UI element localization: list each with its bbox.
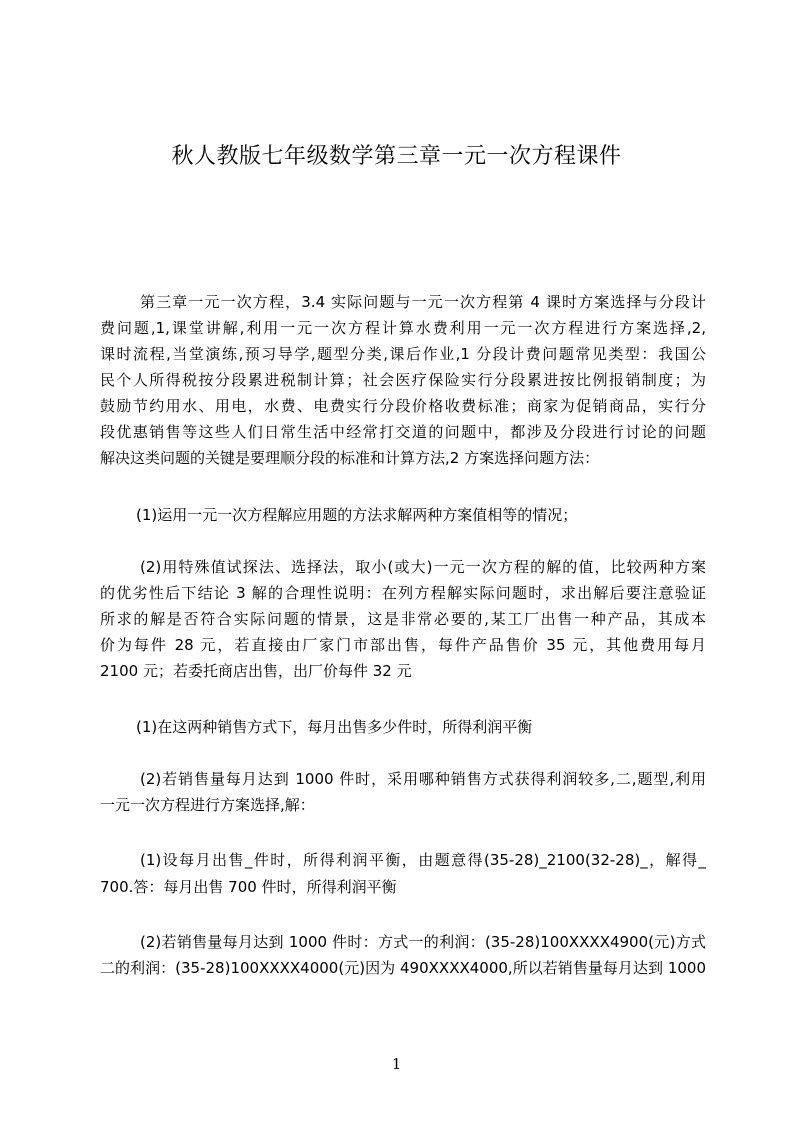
page-number: 1	[391, 1055, 402, 1073]
paragraph-1-line-1: 第三章一元一次方程，3.4 实际问题与一元一次方程第 4 课时方案选择与分段计	[140, 293, 706, 311]
paragraph-1-line-5: 鼓励节约用水、用电，水费、电费实行分段价格收费标准；商家为促销商品，实行分	[100, 397, 706, 415]
paragraph-1-line-7: 解决这类问题的关键是要理顺分段的标准和计算方法,2 方案选择问题方法：	[100, 449, 600, 467]
document-title: 秋人教版七年级数学第三章一元一次方程课件	[171, 144, 622, 169]
paragraph-6-line-1: (1)设每月出售_件时，所得利润平衡，由题意得(35-28)_2100(32-28)_，解得_	[140, 851, 706, 869]
paragraph-1-line-3: 课时流程,当堂演练,预习导学,题型分类,课后作业,1 分段计费问题常见类型：我国公	[100, 345, 706, 363]
paragraph-1-line-4: 民个人所得税按分段累进税制计算；社会医疗保险实行分段累进按比例报销制度；为	[100, 371, 706, 389]
paragraph-7-line-2: 二的利润：(35-28)100XXXX4000(元)因为 490XXXX4000,所以若销售量每月达到 1000	[100, 959, 706, 977]
paragraph-3-line-4: 价为每件 28 元，若直接由厂家门市部出售，每件产品售价 35 元，其他费用每月	[100, 636, 706, 654]
paragraph-3-line-3: 所求的解是否符合实际问题的情景，这是非常必要的,某工厂出售一种产品，其成本	[100, 610, 706, 628]
paragraph-3-line-1: (2)用特殊值试探法、选择法，取小(或大)一元一次方程的解的值，比较两种方案	[140, 558, 706, 576]
paragraph-2-line-1: (1)运用一元一次方程解应用题的方法求解两种方案值相等的情况；	[136, 506, 578, 524]
paragraph-6-line-2: 700.答：每月出售 700 件时，所得利润平衡	[100, 878, 397, 896]
paragraph-3-line-2: 的优劣性后下结论 3 解的合理性说明：在列方程解实际问题时，求出解后要注意验证	[100, 584, 706, 602]
paragraph-1-line-6: 段优惠销售等这些人们日常生活中经常打交道的问题中，都涉及分段进行讨论的问题	[100, 423, 706, 441]
paragraph-4-line-1: (1)在这两种销售方式下，每月出售多少件时，所得利润平衡	[136, 718, 533, 736]
paragraph-7-line-1: (2)若销售量每月达到 1000 件时：方式一的利润：(35-28)100XXXX4900(元)方式	[140, 933, 706, 951]
paragraph-5-line-1: (2)若销售量每月达到 1000 件时，采用哪种销售方式获得利润较多,二,题型,利用	[140, 770, 706, 788]
paragraph-3-line-5: 2100 元；若委托商店出售，出厂价每件 32 元	[100, 662, 412, 680]
paragraph-5-line-2: 一元一次方程进行方案选择,解：	[100, 796, 315, 814]
paragraph-1-line-2: 费问题,1,课堂讲解,利用一元一次方程计算水费利用一元一次方程进行方案选择,2,	[100, 319, 706, 337]
